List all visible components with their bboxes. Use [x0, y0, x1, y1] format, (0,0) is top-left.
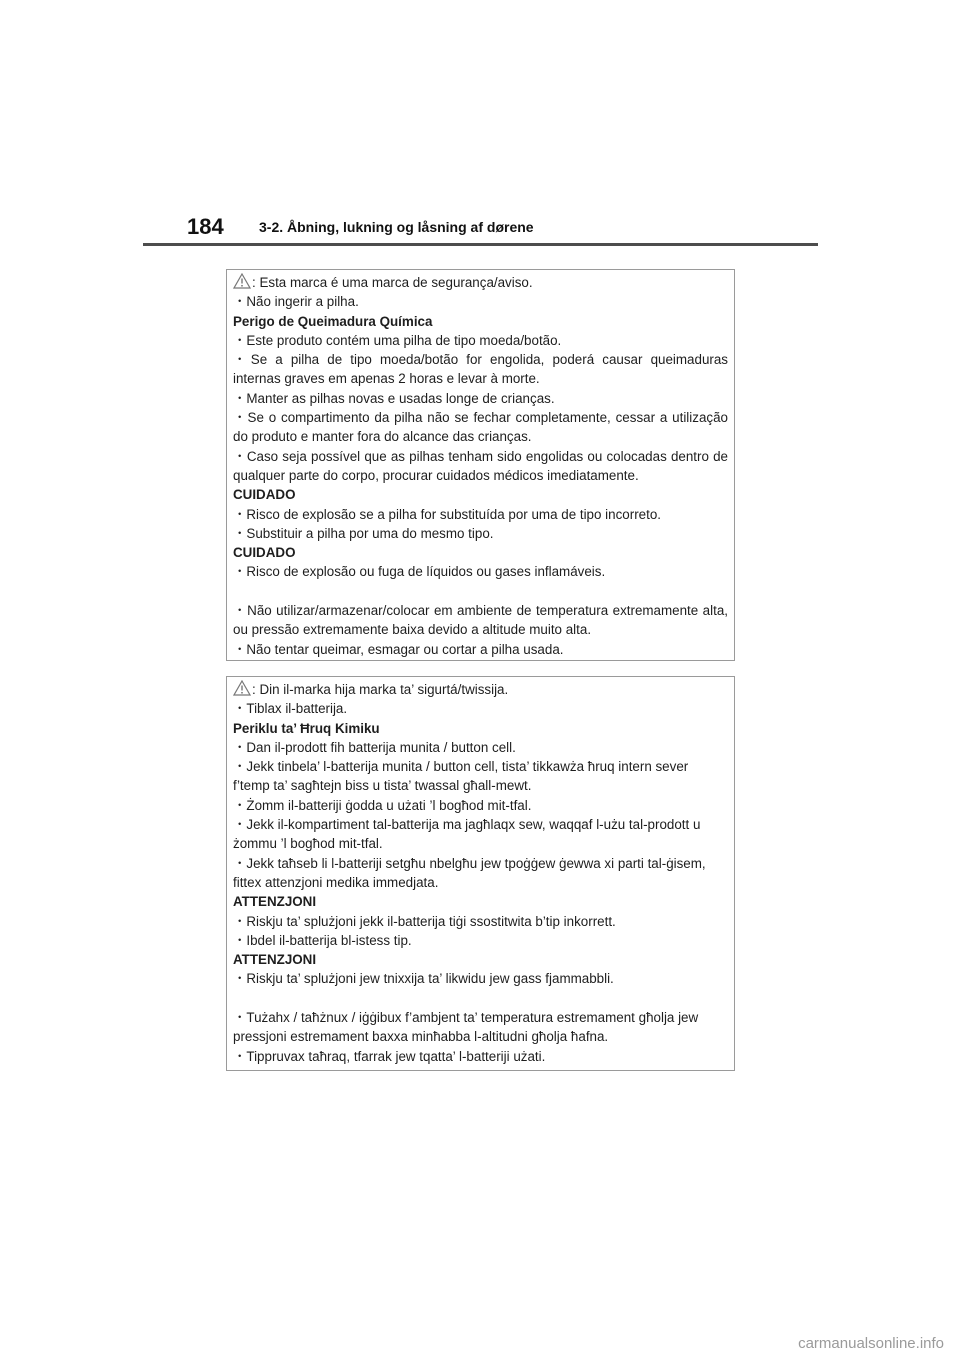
text-line: ・Este produto contém uma pilha de tipo moeda/botão.: [233, 332, 562, 348]
heading-line: Perigo de Queimadura Química: [233, 313, 433, 329]
text-line: ・Caso seja possível que as pilhas tenham sido engolidas ou colocadas dentro de: [233, 448, 728, 464]
text-line: ・Não tentar queimar, esmagar ou cortar a pilha usada.: [233, 641, 564, 657]
maltese-warning-box: [226, 676, 735, 1071]
text-line: pressjoni estremament baxxa minħabba l-altitudni għolja ħafna.: [233, 1029, 609, 1045]
warning-triangle-icon: [233, 273, 251, 289]
text-line: internas graves em apenas 2 horas e levar à morte.: [233, 371, 540, 387]
text-line: ・Não utilizar/armazenar/colocar em ambiente de temperatura extremamente alta,: [233, 603, 728, 619]
watermark: carmanualsonline.info: [798, 1335, 944, 1352]
heading-line: ATTENZJONI: [233, 894, 317, 910]
text-line: ・Tiblax il-batterija.: [233, 701, 348, 717]
header-rule: [143, 243, 818, 246]
heading-line: CUIDADO: [233, 487, 296, 503]
text-line: ・Riskju ta’ splużjoni jekk il-batterija tiġi ssostitwita b’tip inkorrett.: [233, 913, 616, 929]
text-line: do produto e manter fora do alcance das crianças.: [233, 429, 532, 445]
warning-text: : Din il-marka hija marka ta’ sigurtá/twissija.: [252, 682, 509, 697]
text-line: ・Jekk il-kompartiment tal-batterija ma jagħlaqx sew, waqqaf l-użu tal-prodott u: [233, 817, 701, 833]
page-number: 184: [187, 214, 224, 239]
text-line: żommu ’l bogħod mit-tfal.: [233, 836, 383, 852]
text-line: ・Manter as pilhas novas e usadas longe de crianças.: [233, 390, 555, 406]
text-line: f’temp ta’ sagħtejn biss u tista’ twassal għall-mewt.: [233, 778, 532, 794]
warning-triangle-icon: [233, 680, 251, 696]
text-line: ou pressão extremamente baixa devido a altitude muito alta.: [233, 622, 592, 638]
blank-line: [233, 582, 728, 601]
text-line: ・Dan il-prodott fih batterija munita / button cell.: [233, 739, 516, 755]
warning-line: [233, 680, 728, 699]
text-line: ・Tużahx / taħżnux / iġġibux f’ambjent ta’ temperatura estremament għolja jew: [233, 1010, 699, 1026]
text-line: qualquer parte do corpo, procurar cuidados médicos imediatamente.: [233, 467, 639, 483]
text-line: ・Jekk taħseb li l-batteriji setgħu nbelgħu jew tpoġġew ġewwa xi parti tal-ġisem,: [233, 855, 706, 871]
section-title: 3-2. Åbning, lukning og låsning af dørene: [259, 219, 534, 235]
heading-line: ATTENZJONI: [233, 952, 317, 968]
warning-line: [233, 273, 728, 292]
heading-line: CUIDADO: [233, 545, 296, 561]
heading-line: Periklu ta’ Ħruq Kimiku: [233, 720, 380, 736]
text-line: ・Risco de explosão ou fuga de líquidos ou gases inflamáveis.: [233, 564, 606, 580]
text-line: ・Substituir a pilha por uma do mesmo tipo.: [233, 525, 494, 541]
text-line: ・Żomm il-batteriji ġodda u użati ’l bogħod mit-tfal.: [233, 797, 532, 813]
warning-text: : Esta marca é uma marca de segurança/aviso.: [252, 275, 533, 290]
text-line: fittex attenzjoni medika immedjata.: [233, 874, 439, 890]
text-line: ・Se o compartimento da pilha não se fechar completamente, cessar a utilização: [233, 410, 728, 426]
text-line: ・Jekk tinbela’ l-batterija munita / button cell, tista’ tikkawża ħruq intern sever: [233, 759, 689, 775]
text-line: ・Não ingerir a pilha.: [233, 294, 359, 310]
text-line: ・Risco de explosão se a pilha for substituída por uma de tipo incorreto.: [233, 506, 661, 522]
portuguese-warning-box: [226, 269, 735, 661]
text-line: ・Riskju ta’ splużjoni jew tnixxija ta’ likwidu jew gass fjammabbli.: [233, 971, 614, 987]
blank-line: [233, 989, 728, 1008]
text-line: ・Se a pilha de tipo moeda/botão for engolida, poderá causar queimaduras: [233, 352, 728, 368]
text-line: ・Tippruvax taħraq, tfarrak jew tqatta’ l-batteriji użati.: [233, 1048, 546, 1064]
text-line: ・Ibdel il-batterija bl-istess tip.: [233, 932, 412, 948]
